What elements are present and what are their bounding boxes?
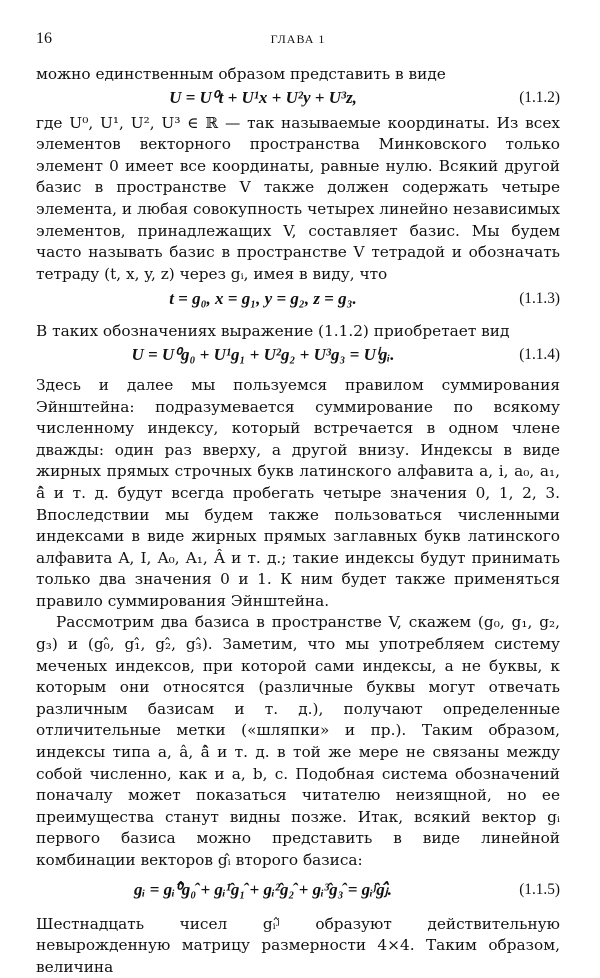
paragraph-4: Здесь и далее мы пользуемся правилом суммирования Эйнштейна: подразумевается суммирование по всякому численному индексу, который встречается в одном члене дважды: один раз вверху, а другой внизу. Индексы в виде жирных прямых строчных букв латинского алфавита a, i, a₀, a₁, â̂ и т. д. будут всегда пробегать четыре значения 0, 1, 2, 3. Впоследствии мы будем также пользоваться численными индексами в виде жирных прямых заглавных букв латинского алфавита A, I, A₀, A₁, Â и т. д.; такие индексы будут принимать только два значения 0 и 1. К ним будет также применяться правило суммирования Эйнштейна. [36, 375, 560, 610]
equation-1-1-3 [36, 285, 560, 316]
paragraph-5: Рассмотрим два базиса в пространстве V, скажем (g₀, g₁, g₂, g₃) и (g₀̂, g₁̂, g₂̂, g₃̂). Заметим, что мы употребляем систему меченых индексов, при которой сами индексы, а не буквы, к которым они относятся (различные буквы могут отвечать различным базисам и т. д.), получают определенные отличительные метки («шляпки» и пр.). Таким образом, индексы типа a, â, â̂ и т. д. в той же мере не связаны между собой численно, как и a, b, c. Подобная система обозначений поначалу может показаться читателю неизящной, но ее преимущества станут видны позже. Итак, всякий вектор gᵢ первого базиса можно представить в виде линейной комбинации векторов gᵢ̂ второго базиса: [36, 613, 560, 869]
equation-formula: gᵢ = gᵢ⁰̂g₀̂ + gᵢ¹̂g₁̂ + gᵢ²̂g₂̂ + gᵢ³̂g₃̂ = gᵢʲ̂gⱼ̂. [134, 879, 392, 899]
equation-formula: U = U⁰g₀ + U¹g₁ + U²g₂ + U³g₃ = Uⁱgᵢ. [131, 344, 395, 364]
equation-number: (1.1.5) [519, 880, 560, 898]
page-number: 16 [36, 30, 52, 47]
equation-formula: U = U⁰t + U¹x + U²y + U³z, [169, 87, 357, 107]
equation-number: (1.1.2) [519, 88, 560, 106]
equation-1-1-2 [36, 86, 560, 113]
equation-1-1-4 [36, 343, 560, 370]
equation-number: (1.1.4) [519, 345, 560, 363]
running-header [36, 30, 560, 52]
paragraph-3: В таких обозначениях выражение (1.1.2) приобретает вид [36, 322, 510, 341]
equation-number: (1.1.3) [519, 290, 560, 308]
paragraph-6: Шестнадцать чисел gᵢʲ̂ образуют действительную невырожденную матрицу размерности 4×4. Таким образом, величина [36, 914, 560, 976]
equation-formula: t = g₀, x = g₁, y = g₂, z = g₃. [169, 289, 357, 309]
chapter-title: ГЛАВА 1 [270, 32, 326, 46]
paragraph-1: можно единственным образом представить в виде [36, 65, 446, 83]
paragraph-2: где U⁰, U¹, U², U³ ∈ ℝ — так называемые координаты. Из всех элементов векторного пространства Минковского только элемент 0 имеет все координаты, равные нулю. Всякий другой базис в пространстве V также должен содержать четыре элемента, и любая совокупность четырех линейно независимых элементов, принадлежащих V, составляет базис. Мы будем часто называть базис в пространстве V тетрадой и обозначать тетраду (t, x, y, z) через gᵢ, имея в виду, что [36, 113, 560, 283]
page [36, 30, 560, 978]
equation-1-1-5 [36, 872, 560, 908]
